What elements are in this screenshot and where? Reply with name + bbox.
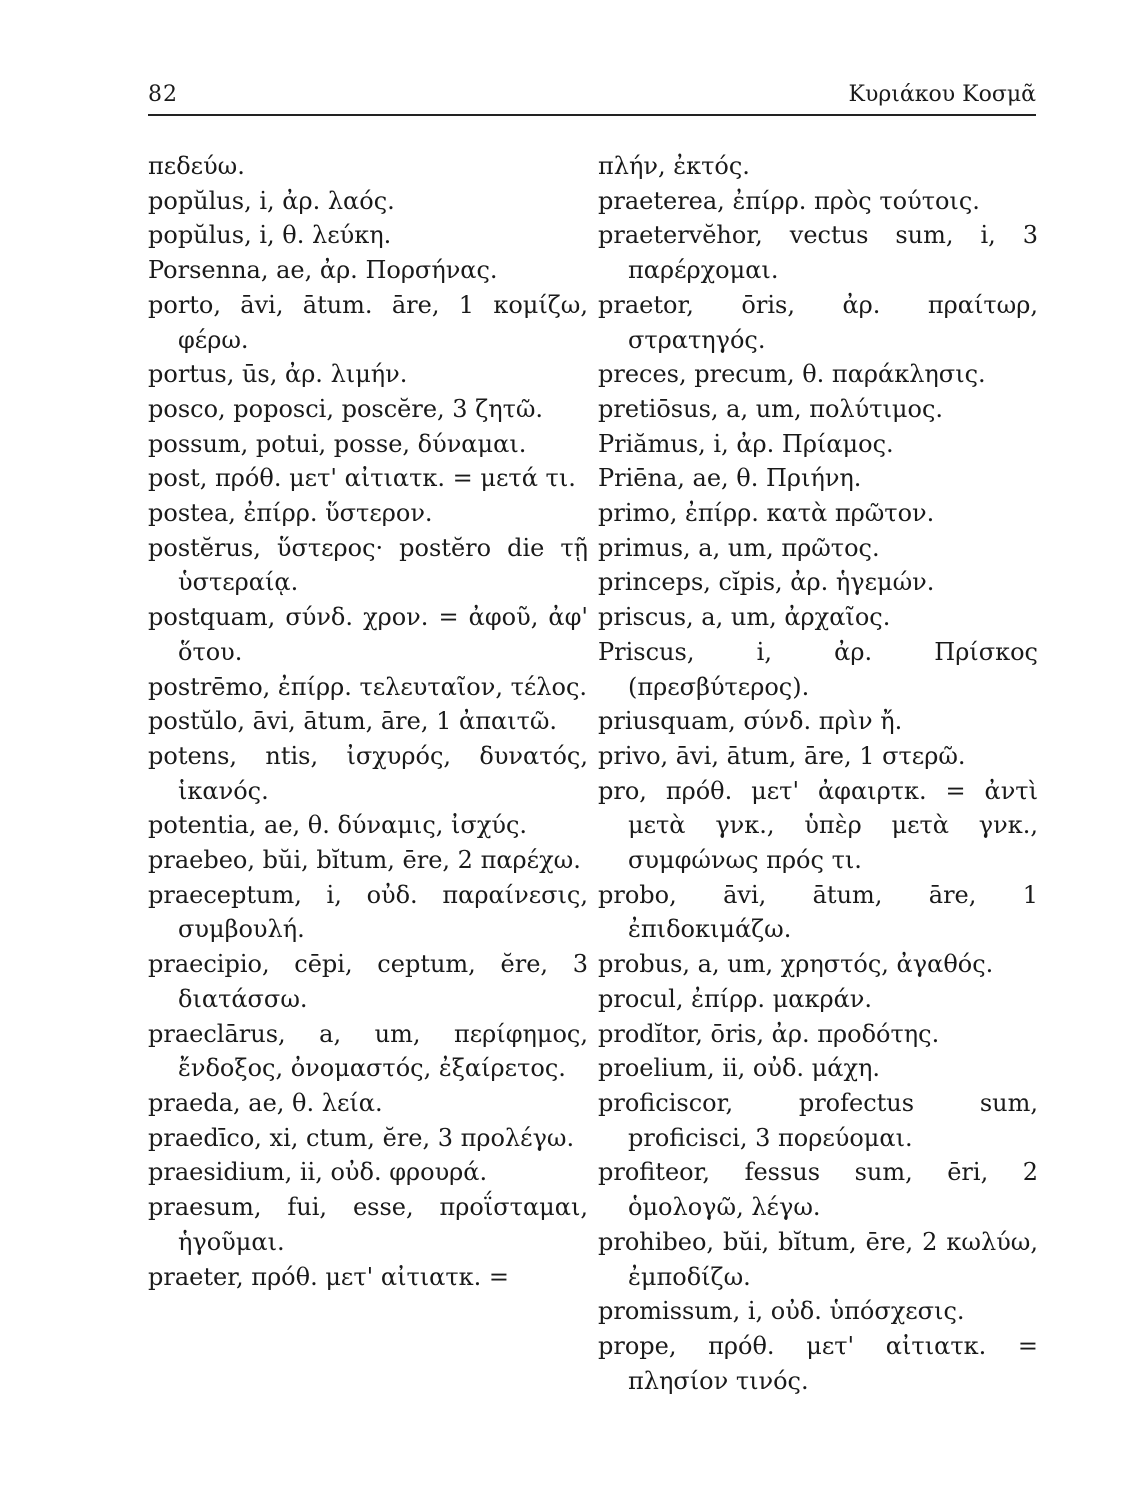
dictionary-entry: possum, potui, posse, δύναμαι. [148,429,527,458]
dictionary-entry: primo, ἐπίρρ. κατὰ πρῶτον. [598,499,935,528]
page-header [148,80,1036,116]
dictionary-entry: preces, precum, θ. παράκλησις. [598,360,986,389]
dictionary-entry: Porsenna, ae, ἀρ. Πορσήνας. [148,256,498,285]
dictionary-entry: πεδεύω. [148,152,245,180]
dictionary-entry: praeterea, ἐπίρρ. πρὸς τούτοις. [598,186,980,215]
dictionary-entry: praesum, fui, esse, προΐσταμαι, ἡγοῦμαι. [148,1193,588,1256]
dictionary-entry: priusquam, σύνδ. πρὶν ἤ. [598,707,903,736]
dictionary-entry: promissum, i, οὐδ. ὑπόσχεσις. [598,1297,965,1326]
dictionary-entry: potentia, ae, θ. δύναμις, ἰσχύς. [148,811,528,840]
dictionary-entry: profiteor, fessus sum, ēri, 2 ὁμολογῶ, λέγω. [598,1158,1038,1222]
dictionary-entry: postŭlo, āvi, ātum, āre, 1 ἀπαιτῶ. [148,707,558,736]
dictionary-entry: probo, āvi, ātum, āre, 1 ἐπιδοκιμάζω. [598,880,1038,944]
right-column [598,149,1038,1398]
dictionary-entry: primus, a, um, πρῶτος. [598,533,880,562]
dictionary-entry: praeda, ae, θ. λεία. [148,1088,383,1117]
dictionary-entry: princeps, cĭpis, ἀρ. ἡγεμών. [598,568,935,597]
dictionary-entry: porto, āvi, ātum. āre, 1 κομίζω, φέρω. [148,290,588,354]
dictionary-entry: portus, ūs, ἀρ. λιμήν. [148,360,408,389]
dictionary-entry: procul, ἐπίρρ. μακράν. [598,984,872,1013]
dictionary-entry: praeclārus, a, um, περίφημος, ἔνδοξος, ὀνομαστός, ἐξαίρετος. [148,1019,588,1083]
dictionary-entry: praetervĕhor, vectus sum, i, 3 παρέρχομαι. [598,221,1038,285]
dictionary-entry: probus, a, um, χρηστός, ἀγαθός. [598,950,994,979]
dictionary-entry: popŭlus, i, θ. λεύκη. [148,221,392,250]
dictionary-entry: pro, πρόθ. μετ' ἀφαιρτκ. = ἀντὶ μετὰ γνκ., ὑπὲρ μετὰ γνκ., συμφώνως πρός τι. [598,776,1038,875]
dictionary-entry: privo, āvi, ātum, āre, 1 στερῶ. [598,741,966,770]
dictionary-entry: proficiscor, profectus sum, proficisci, 3 πορεύομαι. [598,1088,1038,1152]
dictionary-entry: Priămus, i, ἀρ. Πρίαμος. [598,429,894,458]
dictionary-entry: praesidium, ii, οὐδ. φρουρά. [148,1158,488,1187]
dictionary-entry: post, πρόθ. μετ' αἰτιατκ. = μετά τι. [148,464,576,493]
left-column [148,149,588,1294]
dictionary-entry: postĕrus, ὕστερος· postĕro die τῇ ὑστεραίᾳ. [148,533,588,597]
dictionary-entry: praetor, ōris, ἀρ. πραίτωρ, στρατηγός. [598,290,1038,354]
dictionary-entry: Priscus, i, ἀρ. Πρίσκος (πρεσβύτερος). [598,637,1038,701]
dictionary-entry: πλήν, ἐκτός. [598,152,750,180]
dictionary-entry: Priēna, ae, θ. Πριήνη. [598,464,862,493]
dictionary-entry: prodĭtor, ōris, ἀρ. προδότης. [598,1019,940,1048]
dictionary-entry: priscus, a, um, ἀρχαῖος. [598,603,891,632]
dictionary-entry: postquam, σύνδ. χρον. = ἀφοῦ, ἀφ' ὅτου. [148,603,588,666]
page-number: 82 [148,82,178,107]
dictionary-entry: praebeo, bŭi, bĭtum, ēre, 2 παρέχω. [148,846,581,875]
running-title: Κυριάκου Κοσμᾶ [848,82,1036,107]
dictionary-entry: praedīco, xi, ctum, ĕre, 3 προλέγω. [148,1123,575,1152]
dictionary-entry: prohibeo, bŭi, bĭtum, ēre, 2 κωλύω, ἐμποδίζω. [598,1227,1038,1291]
dictionary-entry: posco, poposci, poscĕre, 3 ζητῶ. [148,394,544,423]
dictionary-entry: potens, ntis, ἰσχυρός, δυνατός, ἱκανός. [148,741,588,805]
dictionary-entry: popŭlus, i, ἀρ. λαός. [148,186,395,215]
dictionary-entry: praecipio, cēpi, ceptum, ĕre, 3 διατάσσω. [148,950,588,1013]
dictionary-entry: prope, πρόθ. μετ' αἰτιατκ. = πλησίον τινός. [598,1331,1038,1395]
dictionary-entry: proelium, ii, οὐδ. μάχη. [598,1054,881,1083]
dictionary-entry: praeter, πρόθ. μετ' αἰτιατκ. = [148,1262,510,1291]
dictionary-entry: praeceptum, i, οὐδ. παραίνεσις, συμβουλή. [148,880,588,944]
dictionary-entry: pretiōsus, a, um, πολύτιμος. [598,394,944,423]
dictionary-entry: postrēmo, ἐπίρρ. τελευταῖον, τέλος. [148,672,588,701]
dictionary-entry: postea, ἐπίρρ. ὕστερον. [148,499,433,528]
